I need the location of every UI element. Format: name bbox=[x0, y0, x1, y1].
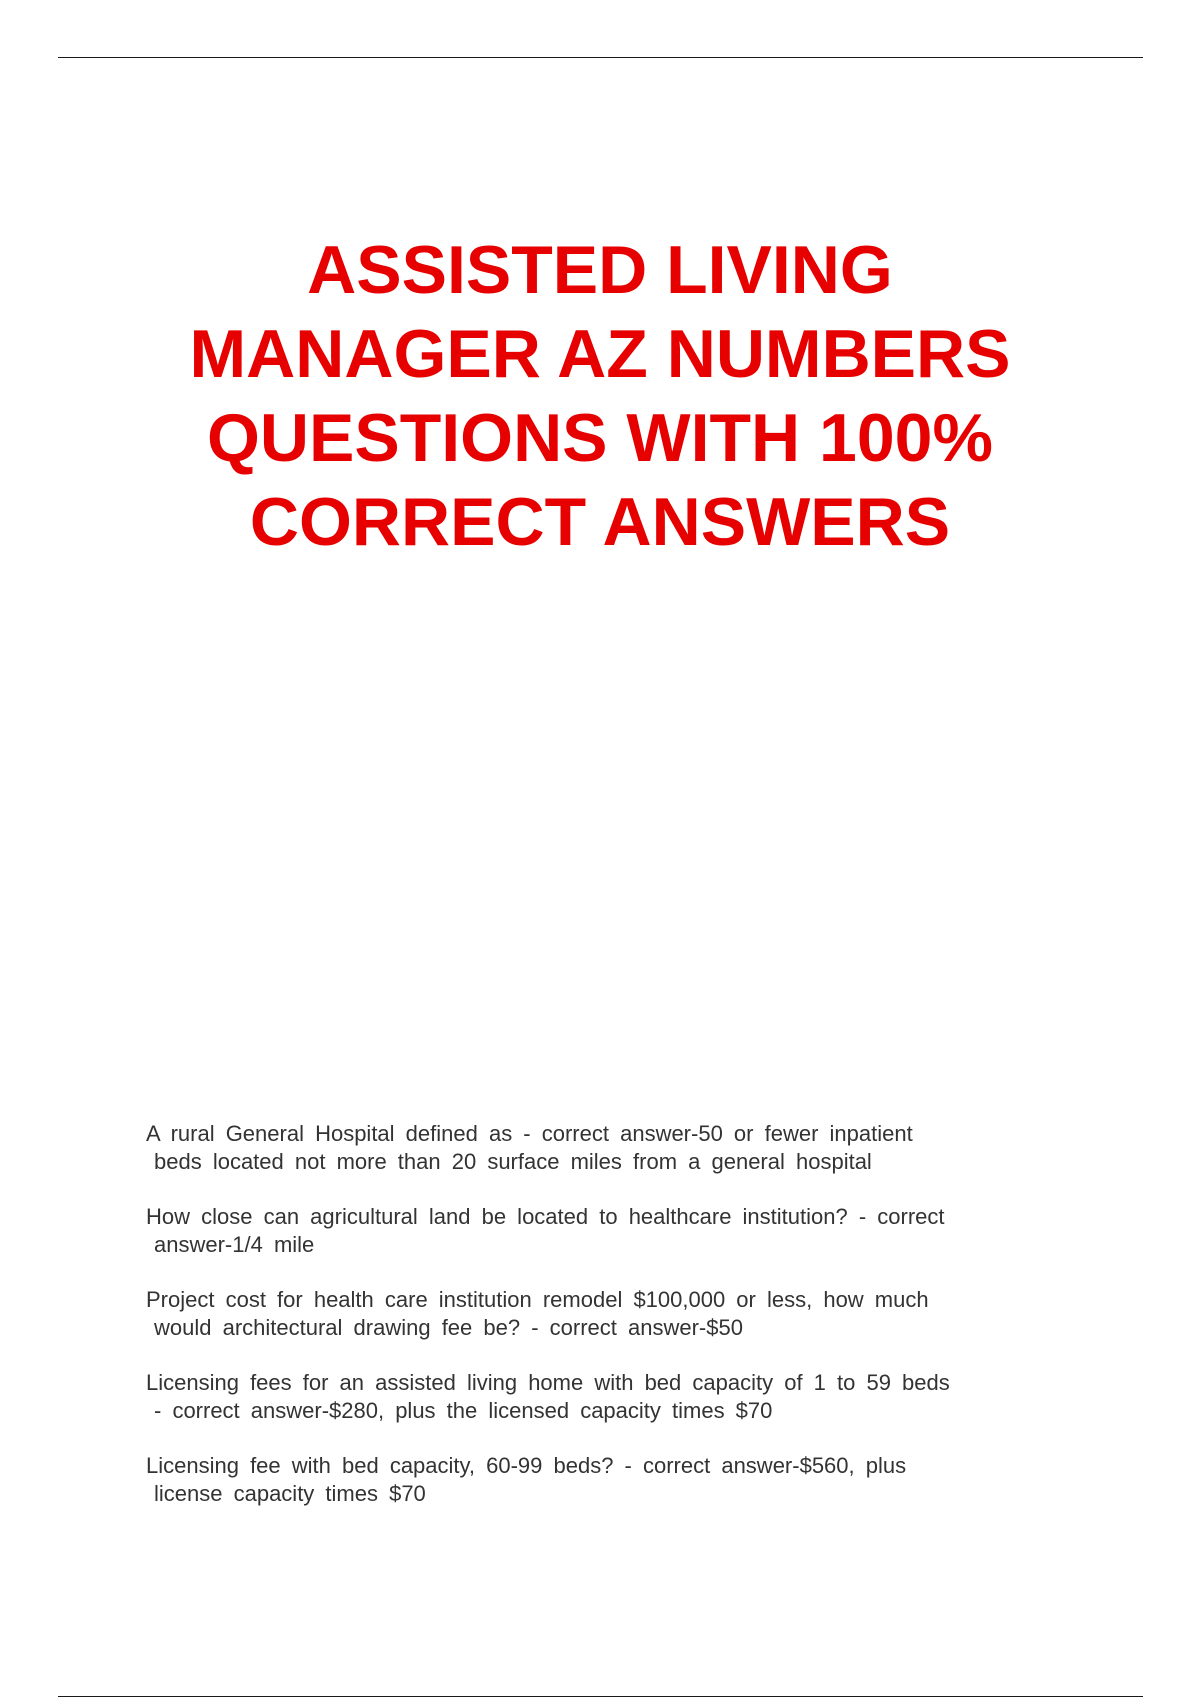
qa-line: would architectural drawing fee be? - correct answer-$50 bbox=[154, 1315, 743, 1340]
qa-item bbox=[146, 1203, 1046, 1259]
qa-line: Licensing fee with bed capacity, 60-99 beds? - correct answer-$560, plus bbox=[146, 1453, 907, 1478]
qa-line: answer-1/4 mile bbox=[154, 1232, 315, 1257]
qa-list bbox=[146, 1120, 1046, 1535]
qa-line: - correct answer-$280, plus the licensed capacity times $70 bbox=[154, 1398, 773, 1423]
title-line: CORRECT ANSWERS bbox=[249, 484, 951, 560]
qa-item bbox=[146, 1452, 1046, 1508]
qa-line: Licensing fees for an assisted living home with bed capacity of 1 to 59 beds bbox=[146, 1370, 950, 1395]
qa-item bbox=[146, 1286, 1046, 1342]
title-line: ASSISTED LIVING bbox=[307, 232, 893, 308]
qa-item bbox=[146, 1369, 1046, 1425]
qa-line: A rural General Hospital defined as - correct answer-50 or fewer inpatient bbox=[146, 1121, 913, 1146]
title-line: QUESTIONS WITH 100% bbox=[207, 400, 993, 476]
qa-line: beds located not more than 20 surface miles from a general hospital bbox=[154, 1149, 872, 1174]
qa-line: Project cost for health care institution remodel $100,000 or less, how much bbox=[146, 1287, 929, 1312]
qa-line: license capacity times $70 bbox=[154, 1481, 426, 1506]
qa-line: How close can agricultural land be located to healthcare institution? - correct bbox=[146, 1204, 945, 1229]
title-line: MANAGER AZ NUMBERS bbox=[189, 316, 1011, 392]
bottom-rule bbox=[58, 1696, 1143, 1697]
qa-item bbox=[146, 1120, 1046, 1176]
top-rule bbox=[58, 57, 1143, 58]
document-title bbox=[100, 228, 1100, 564]
